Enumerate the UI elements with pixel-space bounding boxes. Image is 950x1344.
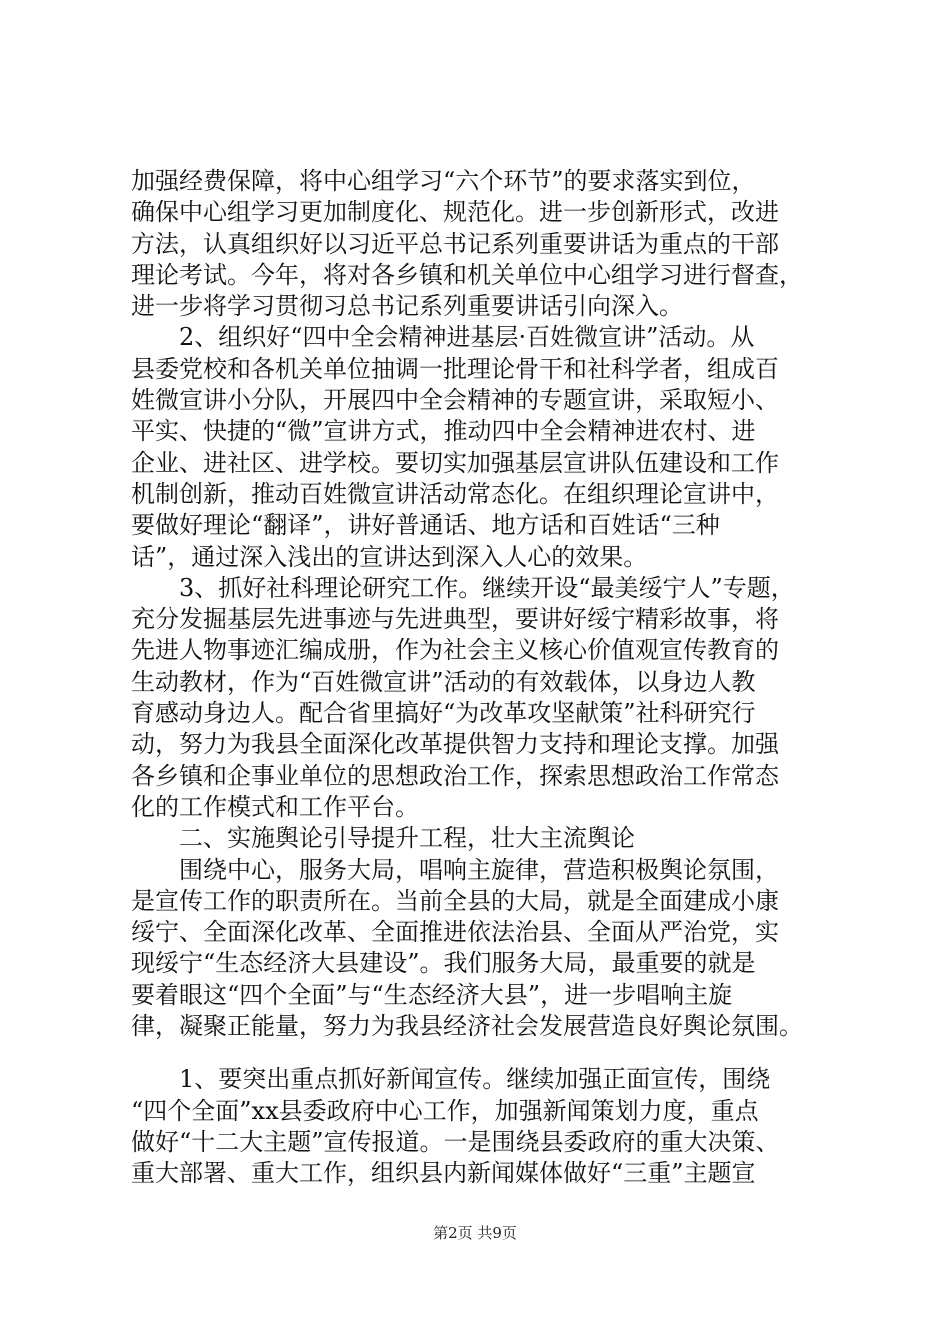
text-line: 进一步将学习贯彻习总书记系列重要讲话引向深入。	[131, 292, 683, 321]
text-line: 现绥宁“生态经济大县建设”。我们服务大局，最重要的就是	[131, 949, 756, 978]
text-line: 绥宁、全面深化改革、全面推进依法治县、全面从严治党，实	[131, 918, 779, 947]
text-line: 做好“十二大主题”宣传报道。一是围绕县委政府的重大决策、	[131, 1127, 780, 1156]
text-line: 理论考试。今年，将对各乡镇和机关单位中心组学习进行督查，	[131, 260, 803, 289]
text-line: 方法，认真组织好以习近平总书记系列重要讲话为重点的干部	[131, 229, 779, 258]
paragraph-start-line: 2、组织好“四中全会精神进基层·百姓微宣讲”活动。从	[179, 323, 755, 352]
text-line: 生动教材，作为“百姓微宣讲”活动的有效载体，以身边人教	[131, 667, 756, 696]
text-line: 化的工作模式和工作平台。	[131, 792, 419, 821]
paragraph-start-line: 围绕中心，服务大局，唱响主旋律，营造积极舆论氛围，	[179, 855, 779, 884]
document-body	[131, 166, 831, 1190]
text-line: 企业、进社区、进学校。要切实加强基层宣讲队伍建设和工作	[131, 448, 779, 477]
text-line: 姓微宣讲小分队，开展四中全会精神的专题宣讲，采取短小、	[131, 386, 779, 415]
text-line: 要着眼这“四个全面”与“生态经济大县”，进一步唱响主旋	[131, 980, 733, 1009]
text-line: 确保中心组学习更加制度化、规范化。进一步创新形式，改进	[131, 198, 779, 227]
text-line: 动，努力为我县全面深化改革提供智力支持和理论支撑。加强	[131, 730, 779, 759]
text-line: 机制创新，推动百姓微宣讲活动常态化。在组织理论宣讲中，	[131, 479, 779, 508]
text-line: 先进人物事迹汇编成册，作为社会主义核心价值观宣传教育的	[131, 636, 779, 665]
text-line: 要做好理论“翻译”，讲好普通话、地方话和百姓话“三种	[131, 511, 720, 540]
text-line: 育感动身边人。配合省里搞好“为改革攻坚献策”社科研究行	[131, 699, 756, 728]
text-line: 县委党校和各机关单位抽调一批理论骨干和社科学者，组成百	[131, 354, 779, 383]
text-line: 重大部署、重大工作，组织县内新闻媒体做好“三重”主题宣	[131, 1159, 756, 1188]
paragraph-start-line: 3、抓好社科理论研究工作。继续开设“最美绥宁人”专题，	[179, 573, 795, 602]
paragraph-gap	[131, 1042, 831, 1064]
text-line: 平实、快捷的“微”宣讲方式，推动四中全会精神进农村、进	[131, 417, 756, 446]
text-line: 是宣传工作的职责所在。当前全县的大局，就是全面建成小康	[131, 886, 779, 915]
page-number-footer: 第2页 共9页	[433, 1224, 517, 1242]
section-heading: 二、实施舆论引导提升工程，壮大主流舆论	[179, 824, 635, 853]
text-line: 律，凝聚正能量，努力为我县经济社会发展营造良好舆论氛围。	[131, 1012, 803, 1041]
paragraph-start-line: 1、要突出重点抓好新闻宣传。继续加强正面宣传，围绕	[179, 1065, 771, 1094]
text-line: 加强经费保障，将中心组学习“六个环节”的要求落实到位，	[131, 167, 756, 195]
text-line: 充分发掘基层先进事迹与先进典型，要讲好绥宁精彩故事，将	[131, 605, 779, 634]
text-line: “四个全面”xx县委政府中心工作，加强新闻策划力度，重点	[131, 1096, 759, 1125]
text-line: 各乡镇和企事业单位的思想政治工作，探索思想政治工作常态	[131, 761, 779, 790]
text-line: 话”，通过深入浅出的宣讲达到深入人心的效果。	[131, 542, 648, 571]
